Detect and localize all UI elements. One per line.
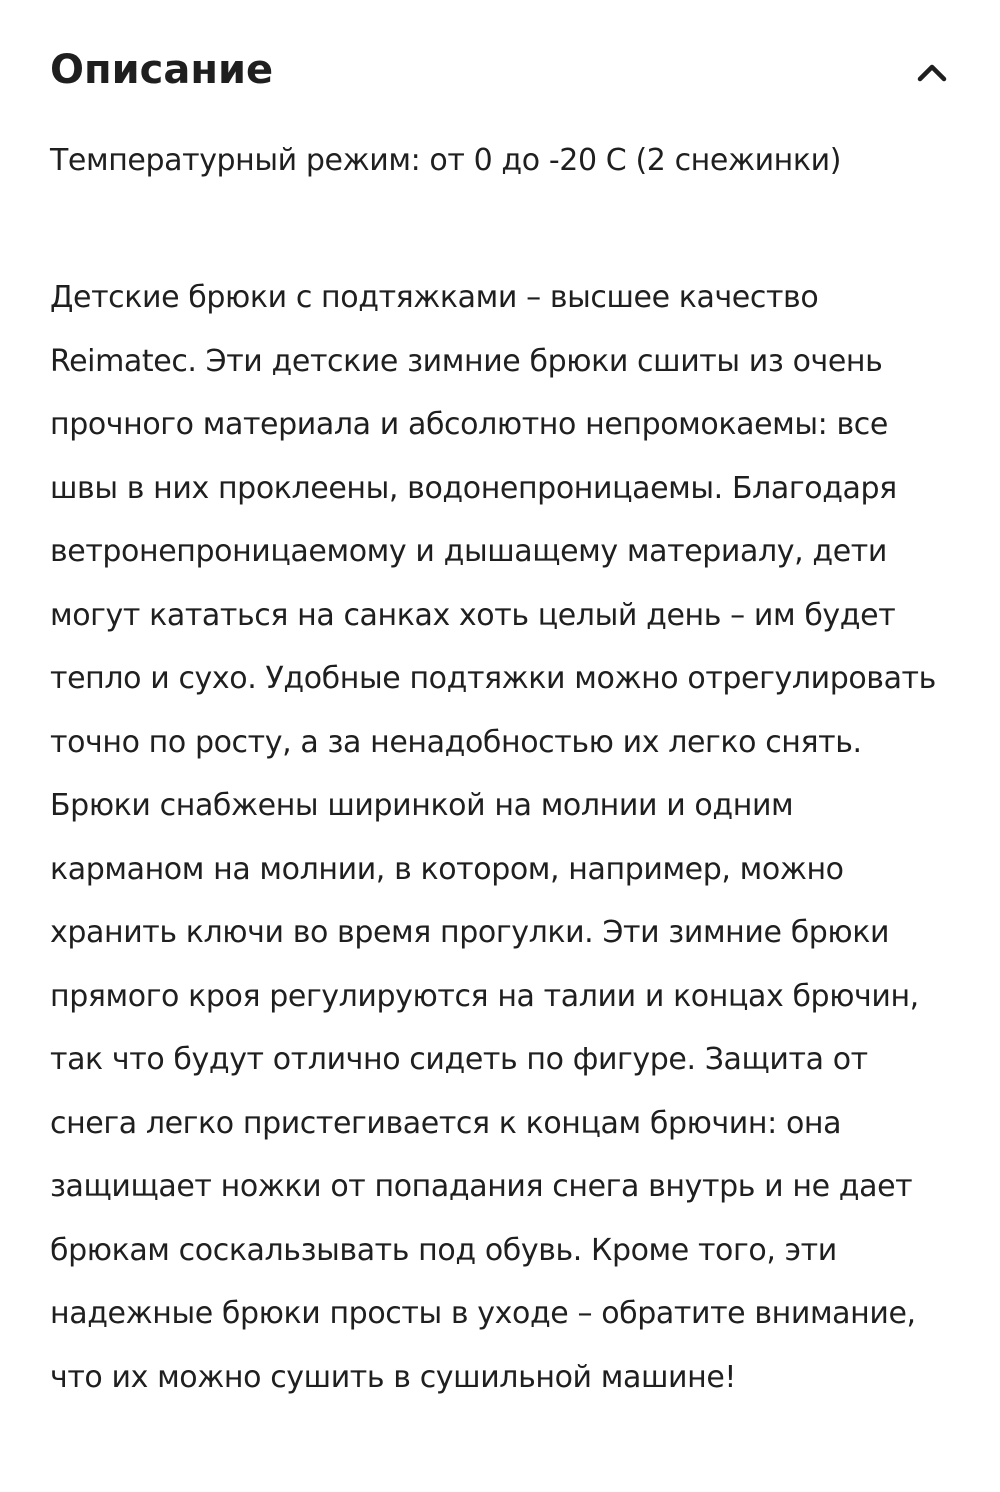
description-paragraph-2: Брюки снабжены ширинкой на молнии и одним карманом на молнии, в котором, например, можно хранить ключи во время прогулки. Эти зимние брюки прямого кроя регулируются на талии и концах брючин, так что будут отлично сидеть по фигуре. Защита от снега легко пристегивается к концам брючин: она защищает ножки от попадания снега внутрь и не дает брюкам соскальзывать под обувь. Кроме того, эти надежные брюки просты в уходе – обратите внимание, что их можно сушить в сушильной машине! bbox=[50, 788, 919, 1395]
description-paragraph-1: Детские брюки с подтяжками – высшее качество Reimatec. Эти детские зимние брюки сшиты из очень прочного материала и абсолютно непромокаемы: все швы в них проклеены, водонепроницаемы. Благодаря ветронепроницаемому и дышащему материалу, дети могут кататься на санках хоть целый день – им будет тепло и сухо. Удобные подтяжки можно отрегулировать точно по росту, а за ненадобностью их легко снять. bbox=[50, 280, 936, 760]
chevron-up-icon bbox=[910, 50, 954, 94]
description-body bbox=[50, 140, 950, 1409]
temperature-text: Температурный режим: от 0 до -20 С (2 снежинки) bbox=[50, 143, 842, 178]
collapse-toggle-button[interactable] bbox=[910, 50, 954, 94]
paragraph-spacer bbox=[50, 188, 950, 266]
description-header[interactable] bbox=[50, 0, 950, 140]
section-title: Описание bbox=[50, 47, 274, 93]
